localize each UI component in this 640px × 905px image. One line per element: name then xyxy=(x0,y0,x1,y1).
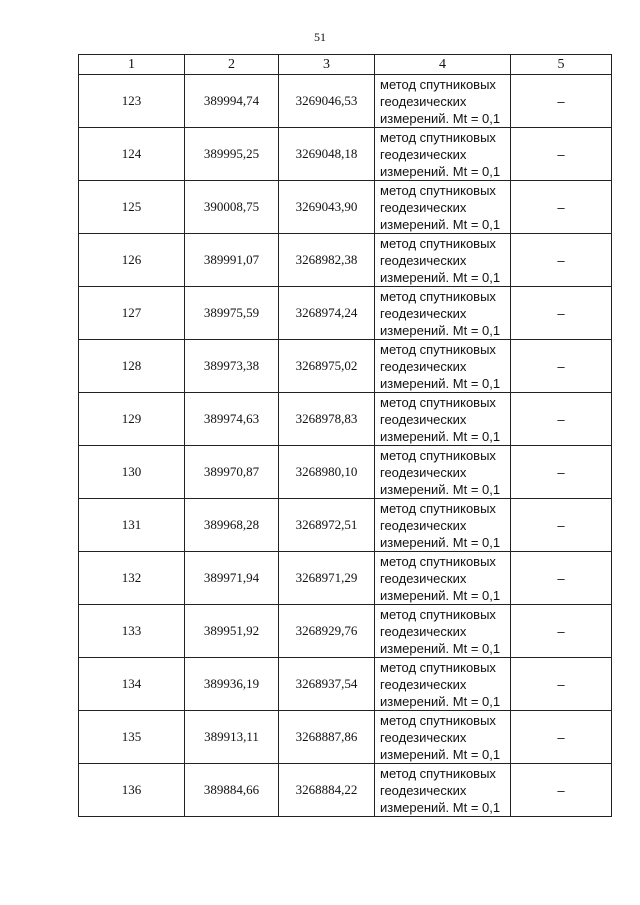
y-coordinate-cell: 3268884,22 xyxy=(279,764,375,817)
y-coordinate-cell: 3268974,24 xyxy=(279,287,375,340)
point-number-cell: 131 xyxy=(79,499,185,552)
x-coordinate-cell: 389995,25 xyxy=(185,128,279,181)
x-coordinate-cell: 389994,74 xyxy=(185,75,279,128)
table-row xyxy=(79,711,612,764)
y-coordinate-cell: 3268975,02 xyxy=(279,340,375,393)
table-row xyxy=(79,764,612,817)
y-coordinate-cell: 3268978,83 xyxy=(279,393,375,446)
method-cell: метод спутниковых геодезических измерений. Mt = 0,1 xyxy=(375,764,511,817)
method-cell: метод спутниковых геодезических измерений. Mt = 0,1 xyxy=(375,446,511,499)
x-coordinate-cell: 389951,92 xyxy=(185,605,279,658)
note-cell: – xyxy=(511,605,612,658)
point-number-cell: 128 xyxy=(79,340,185,393)
coordinates-table xyxy=(78,54,612,817)
x-coordinate-cell: 389936,19 xyxy=(185,658,279,711)
table-row xyxy=(79,181,612,234)
method-cell: метод спутниковых геодезических измерений. Mt = 0,1 xyxy=(375,181,511,234)
method-cell: метод спутниковых геодезических измерений. Mt = 0,1 xyxy=(375,552,511,605)
note-cell: – xyxy=(511,340,612,393)
table-row xyxy=(79,75,612,128)
column-header-2: 2 xyxy=(185,55,279,75)
x-coordinate-cell: 389991,07 xyxy=(185,234,279,287)
x-coordinate-cell: 390008,75 xyxy=(185,181,279,234)
table-row xyxy=(79,128,612,181)
note-cell: – xyxy=(511,287,612,340)
method-cell: метод спутниковых геодезических измерений. Mt = 0,1 xyxy=(375,340,511,393)
point-number-cell: 125 xyxy=(79,181,185,234)
x-coordinate-cell: 389973,38 xyxy=(185,340,279,393)
point-number-cell: 134 xyxy=(79,658,185,711)
y-coordinate-cell: 3268972,51 xyxy=(279,499,375,552)
note-cell: – xyxy=(511,128,612,181)
method-cell: метод спутниковых геодезических измерений. Mt = 0,1 xyxy=(375,658,511,711)
x-coordinate-cell: 389970,87 xyxy=(185,446,279,499)
method-cell: метод спутниковых геодезических измерений. Mt = 0,1 xyxy=(375,75,511,128)
y-coordinate-cell: 3268982,38 xyxy=(279,234,375,287)
note-cell: – xyxy=(511,552,612,605)
method-cell: метод спутниковых геодезических измерений. Mt = 0,1 xyxy=(375,393,511,446)
note-cell: – xyxy=(511,393,612,446)
method-cell: метод спутниковых геодезических измерений. Mt = 0,1 xyxy=(375,128,511,181)
table-header-row xyxy=(79,55,612,75)
method-cell: метод спутниковых геодезических измерений. Mt = 0,1 xyxy=(375,711,511,764)
y-coordinate-cell: 3268929,76 xyxy=(279,605,375,658)
method-cell: метод спутниковых геодезических измерений. Mt = 0,1 xyxy=(375,499,511,552)
page-number: 51 xyxy=(314,30,326,44)
point-number-cell: 136 xyxy=(79,764,185,817)
point-number-cell: 133 xyxy=(79,605,185,658)
table-row xyxy=(79,446,612,499)
point-number-cell: 124 xyxy=(79,128,185,181)
table-row xyxy=(79,340,612,393)
column-header-1: 1 xyxy=(79,55,185,75)
note-cell: – xyxy=(511,764,612,817)
y-coordinate-cell: 3269043,90 xyxy=(279,181,375,234)
table-row xyxy=(79,658,612,711)
y-coordinate-cell: 3268937,54 xyxy=(279,658,375,711)
point-number-cell: 126 xyxy=(79,234,185,287)
point-number-cell: 130 xyxy=(79,446,185,499)
table-row xyxy=(79,393,612,446)
note-cell: – xyxy=(511,711,612,764)
note-cell: – xyxy=(511,181,612,234)
point-number-cell: 123 xyxy=(79,75,185,128)
y-coordinate-cell: 3268887,86 xyxy=(279,711,375,764)
table-row xyxy=(79,499,612,552)
column-header-4: 4 xyxy=(375,55,511,75)
y-coordinate-cell: 3268980,10 xyxy=(279,446,375,499)
x-coordinate-cell: 389913,11 xyxy=(185,711,279,764)
x-coordinate-cell: 389971,94 xyxy=(185,552,279,605)
column-header-5: 5 xyxy=(511,55,612,75)
column-header-3: 3 xyxy=(279,55,375,75)
y-coordinate-cell: 3269048,18 xyxy=(279,128,375,181)
note-cell: – xyxy=(511,446,612,499)
table-row xyxy=(79,234,612,287)
x-coordinate-cell: 389884,66 xyxy=(185,764,279,817)
point-number-cell: 135 xyxy=(79,711,185,764)
method-cell: метод спутниковых геодезических измерений. Mt = 0,1 xyxy=(375,234,511,287)
y-coordinate-cell: 3268971,29 xyxy=(279,552,375,605)
method-cell: метод спутниковых геодезических измерений. Mt = 0,1 xyxy=(375,287,511,340)
method-cell: метод спутниковых геодезических измерений. Mt = 0,1 xyxy=(375,605,511,658)
table-row xyxy=(79,605,612,658)
note-cell: – xyxy=(511,499,612,552)
table-body xyxy=(79,75,612,817)
point-number-cell: 129 xyxy=(79,393,185,446)
x-coordinate-cell: 389968,28 xyxy=(185,499,279,552)
x-coordinate-cell: 389974,63 xyxy=(185,393,279,446)
table-row xyxy=(79,552,612,605)
point-number-cell: 132 xyxy=(79,552,185,605)
note-cell: – xyxy=(511,658,612,711)
table-row xyxy=(79,287,612,340)
note-cell: – xyxy=(511,234,612,287)
x-coordinate-cell: 389975,59 xyxy=(185,287,279,340)
note-cell: – xyxy=(511,75,612,128)
point-number-cell: 127 xyxy=(79,287,185,340)
y-coordinate-cell: 3269046,53 xyxy=(279,75,375,128)
